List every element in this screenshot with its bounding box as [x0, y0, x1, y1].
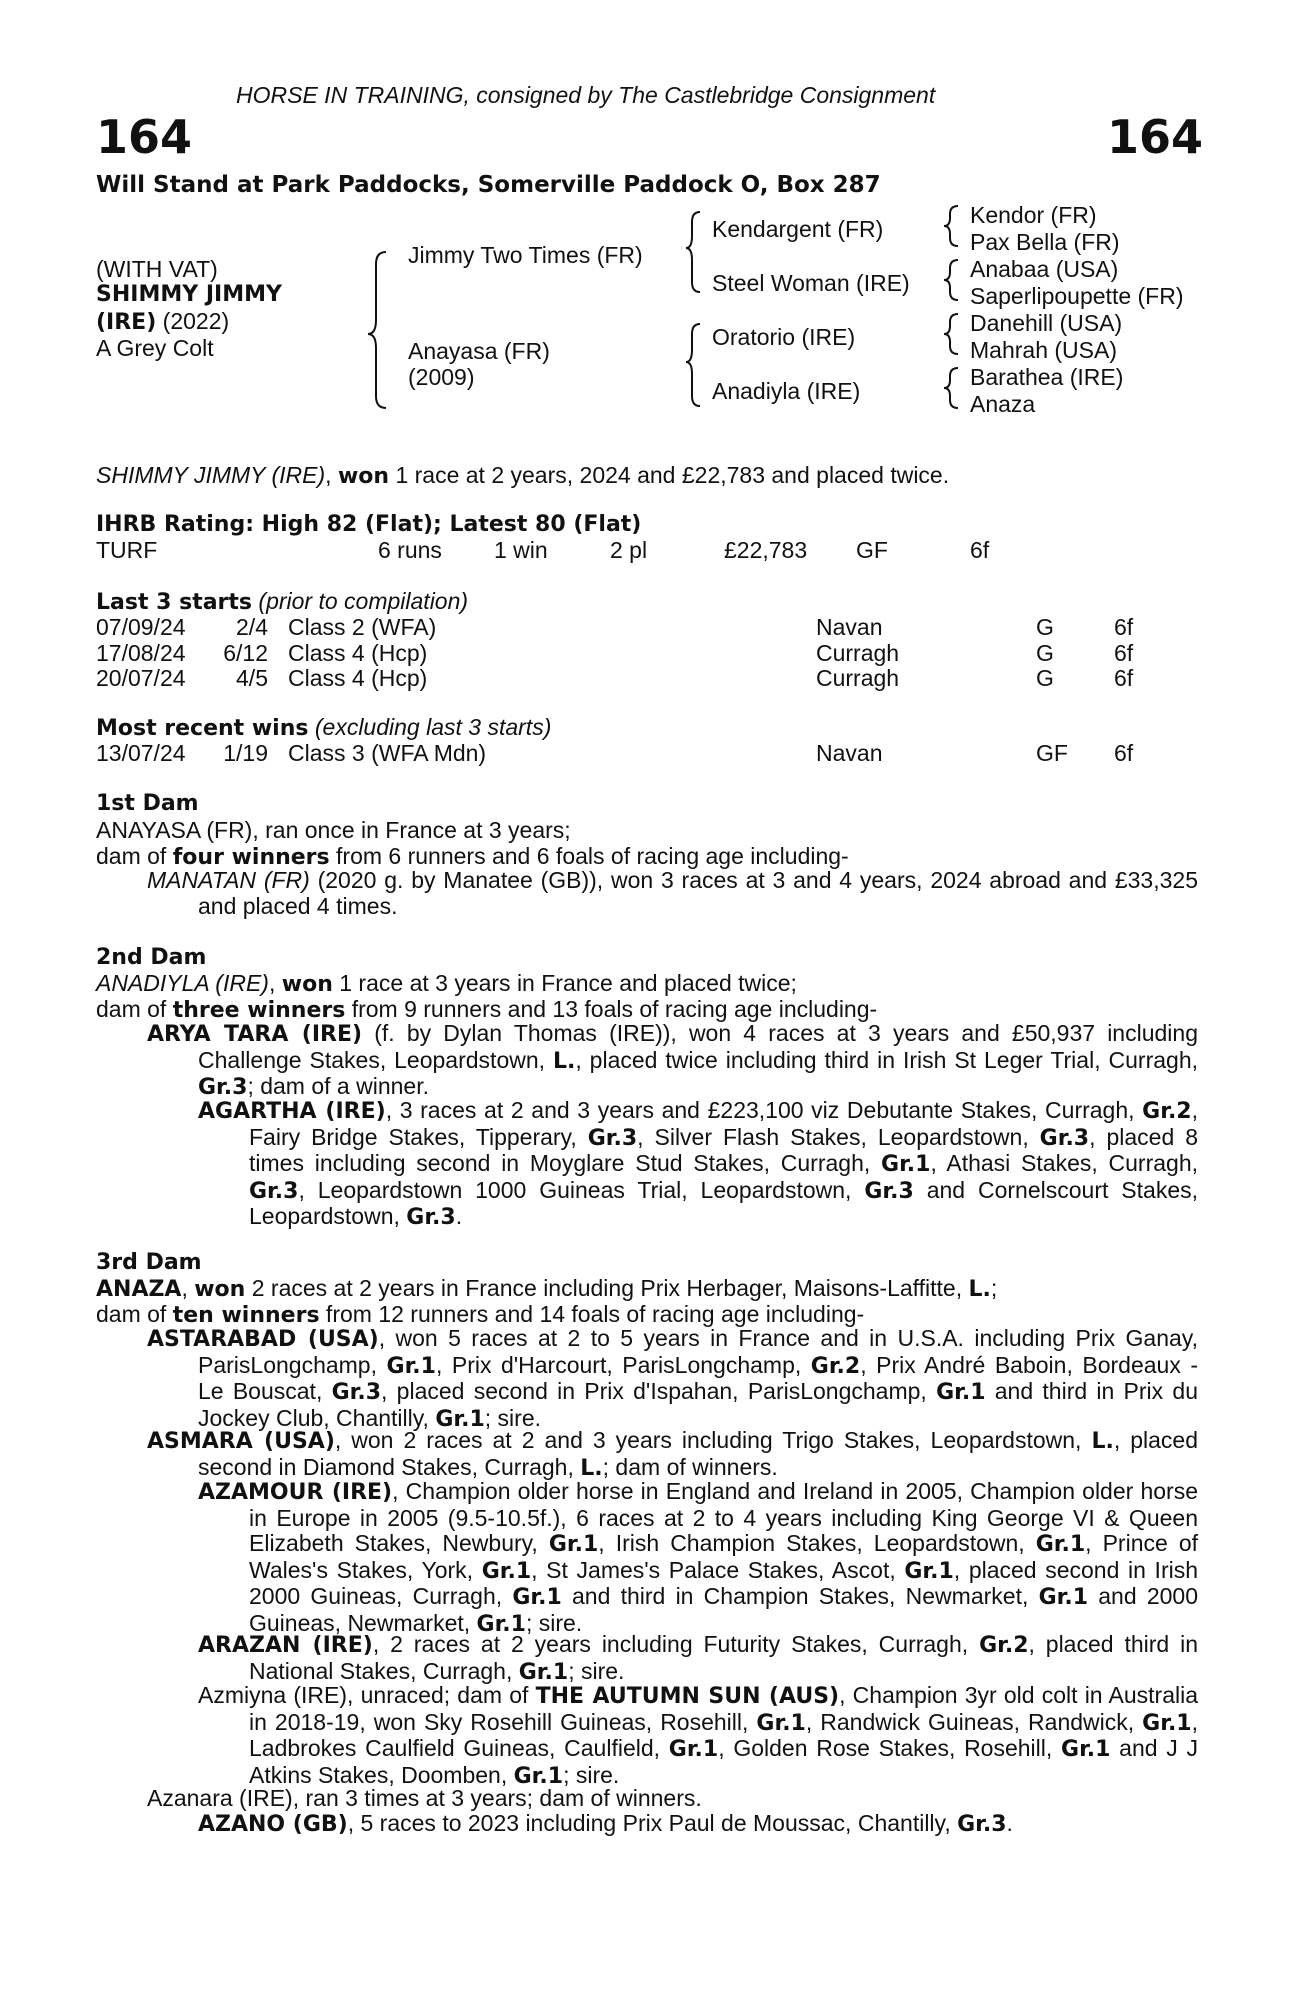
win-going: GF [1036, 740, 1068, 766]
start-venue: Curragh [816, 665, 900, 691]
dam3-azanara: Azanara (IRE), ran 3 times at 3 years; dam of winners. [147, 1785, 702, 1811]
race-summary: SHIMMY JIMMY (IRE), won 1 race at 2 years, 2024 and £22,783 and placed twice. [96, 462, 950, 489]
start-venue: Curragh [816, 640, 900, 666]
pedigree-g3-7: Barathea (IRE) [970, 364, 1124, 390]
dam1-line1: ANAYASA (FR), ran once in France at 3 years; [96, 817, 571, 843]
start-position: 4/5 [236, 665, 268, 691]
dam1-heading: 1st Dam [96, 791, 199, 816]
dam3-astarabad: ASTARABAD (USA), won 5 races at 2 to 5 years in France and in U.S.A. including Prix Ganay, ParisLongchamp, Gr.1, Prix d'Harcourt, ParisLongchamp, Gr.2, Prix André Baboin, Bordeaux - Le Bouscat, Gr.3, placed second in Prix d'Ispahan, ParisLongchamp, Gr.1 and third in Prix du Jockey Club, Chantilly, Gr.1; sire. [147, 1325, 1198, 1432]
start-distance: 6f [1114, 665, 1134, 691]
pedigree-dam: Anayasa (FR) [408, 338, 550, 364]
horse-name: SHIMMY JIMMY [96, 282, 282, 307]
start-class: Class 4 (Hcp) [288, 665, 428, 691]
lot-number-left: 164 [96, 110, 193, 164]
lot-number-right: 164 [1106, 110, 1203, 164]
brace-gen3-2 [944, 260, 958, 300]
horse-origin-year: (IRE) (2022) [96, 308, 230, 335]
rating-surface: TURF [96, 537, 158, 563]
pedigree-dam-dam: Anadiyla (IRE) [712, 378, 861, 404]
dam3-arazan: ARAZAN (IRE), 2 races at 2 years including Futurity Stakes, Curragh, Gr.2, placed third in National Stakes, Curragh, Gr.1; sire. [198, 1631, 1198, 1685]
dam2-heading: 2nd Dam [96, 945, 207, 970]
pedigree-g3-2: Pax Bella (FR) [970, 229, 1120, 255]
rating-distance: 6f [970, 537, 990, 563]
pedigree-g3-8: Anaza [970, 391, 1036, 417]
recent-wins-heading: Most recent wins (excluding last 3 starts) [96, 714, 552, 741]
dam1-line2: dam of four winners from 6 runners and 6 foals of racing age including- [96, 843, 849, 870]
dam2-line1: ANADIYLA (IRE), won 1 race at 3 years in France and placed twice; [96, 970, 797, 997]
win-position: 1/19 [223, 740, 268, 766]
start-going: G [1036, 614, 1054, 640]
brace-gen3-4 [944, 368, 958, 408]
win-venue: Navan [816, 740, 883, 766]
pedigree-g3-6: Mahrah (USA) [970, 337, 1117, 363]
rating-placed: 2 pl [610, 537, 648, 563]
horse-description: A Grey Colt [96, 335, 214, 361]
brace-gen3-1 [944, 206, 958, 246]
pedigree-g3-3: Anabaa (USA) [970, 256, 1119, 282]
rating-title: IHRB Rating: High 82 (Flat); Latest 80 (Flat) [96, 512, 642, 537]
dam3-azmiyna: Azmiyna (IRE), unraced; dam of THE AUTUMN SUN (AUS), Champion 3yr old colt in Australia in 2018-19, won Sky Rosehill Guineas, Rosehill, Gr.1, Randwick Guineas, Randwick, Gr.1, Ladbrokes Caulfield Guineas, Caulfield, Gr.1, Golden Rose Stakes, Rosehill, Gr.1 and J J Atkins Stakes, Doomben, Gr.1; sire. [198, 1682, 1199, 1789]
rating-runs: 6 runs [378, 537, 442, 563]
start-class: Class 2 (WFA) [288, 614, 437, 640]
pedigree-sire-sire: Kendargent (FR) [712, 216, 884, 242]
start-distance: 6f [1114, 614, 1134, 640]
pedigree-g3-4: Saperlipoupette (FR) [970, 283, 1184, 309]
dam1-manatan: MANATAN (FR) (2020 g. by Manatee (GB)), won 3 races at 3 and 4 years, 2024 abroad and £33,325 and placed 4 times. [147, 867, 1198, 919]
dam2-arya-tara: ARYA TARA (IRE) (f. by Dylan Thomas (IRE)), won 4 races at 3 years and £50,937 including Challenge Stakes, Leopardstown, L., placed twice including third in Irish St Leger Trial, Curragh, Gr.3; dam of a winner. [147, 1020, 1198, 1100]
start-position: 2/4 [236, 614, 268, 640]
pedigree-sire: Jimmy Two Times (FR) [408, 242, 643, 268]
start-date: 20/07/24 [96, 665, 186, 691]
win-class: Class 3 (WFA Mdn) [288, 740, 487, 766]
start-date: 17/08/24 [96, 640, 186, 666]
brace-gen2-bottom [686, 324, 700, 406]
rating-wins: 1 win [494, 537, 548, 563]
stand-location: Will Stand at Park Paddocks, Somerville Paddock O, Box 287 [96, 172, 881, 198]
rating-going: GF [856, 537, 888, 563]
pedigree-g3-1: Kendor (FR) [970, 202, 1097, 228]
pedigree-sire-dam: Steel Woman (IRE) [712, 270, 910, 296]
last3-heading: Last 3 starts (prior to compilation) [96, 588, 469, 615]
win-date: 13/07/24 [96, 740, 186, 766]
dam3-azano: AZANO (GB), 5 races to 2023 including Prix Paul de Moussac, Chantilly, Gr.3. [198, 1810, 1013, 1837]
dam3-azamour: AZAMOUR (IRE), Champion older horse in England and Ireland in 2005, Champion older horse in Europe in 2005 (9.5-10.5f.), 6 races at 2 to 4 years including King George VI & Queen Elizabeth Stakes, Newbury, Gr.1, Irish Champion Stakes, Leopardstown, Gr.1, Prince of Wales's Stakes, York, Gr.1, St James's Palace Stakes, Ascot, Gr.1, placed second in Irish 2000 Guineas, Curragh, Gr.1 and third in Champion Stakes, Newmarket, Gr.1 and 2000 Guineas, Newmarket, Gr.1; sire. [198, 1478, 1199, 1637]
pedigree-dam-year: (2009) [408, 364, 475, 390]
brace-gen2-top [686, 212, 700, 292]
start-going: G [1036, 665, 1054, 691]
pedigree-g3-5: Danehill (USA) [970, 310, 1123, 336]
win-distance: 6f [1114, 740, 1134, 766]
start-date: 07/09/24 [96, 614, 186, 640]
dam2-agartha: AGARTHA (IRE), 3 races at 2 and 3 years and £223,100 viz Debutante Stakes, Curragh, Gr.2, Fairy Bridge Stakes, Tipperary, Gr.3, Silver Flash Stakes, Leopardstown, Gr.3, placed 8 times including second in Moyglare Stud Stakes, Curragh, Gr.1, Athasi Stakes, Curragh, Gr.3, Leopardstown 1000 Guineas Trial, Leopardstown, Gr.3 and Cornelscourt Stakes, Leopardstown, Gr.3. [198, 1097, 1198, 1230]
dam2-line2: dam of three winners from 9 runners and 13 foals of racing age including- [96, 996, 878, 1023]
start-going: G [1036, 640, 1054, 666]
dam3-asmara: ASMARA (USA), won 2 races at 2 and 3 years including Trigo Stakes, Leopardstown, L., placed second in Diamond Stakes, Curragh, L.; dam of winners. [147, 1427, 1198, 1481]
dam3-heading: 3rd Dam [96, 1250, 202, 1275]
dam3-line1: ANAZA, won 2 races at 2 years in France including Prix Herbager, Maisons-Laffitte, L.; [96, 1275, 998, 1302]
vat-note: (WITH VAT) [96, 256, 218, 282]
brace-gen3-3 [944, 314, 958, 354]
consignment-line: HORSE IN TRAINING, consigned by The Castlebridge Consignment [236, 82, 936, 108]
start-distance: 6f [1114, 640, 1134, 666]
brace-gen1 [368, 252, 386, 408]
dam3-line2: dam of ten winners from 12 runners and 14 foals of racing age including- [96, 1301, 865, 1328]
rating-prize: £22,783 [724, 537, 808, 563]
pedigree-dam-sire: Oratorio (IRE) [712, 324, 856, 350]
start-venue: Navan [816, 614, 883, 640]
start-class: Class 4 (Hcp) [288, 640, 428, 666]
start-position: 6/12 [223, 640, 268, 666]
